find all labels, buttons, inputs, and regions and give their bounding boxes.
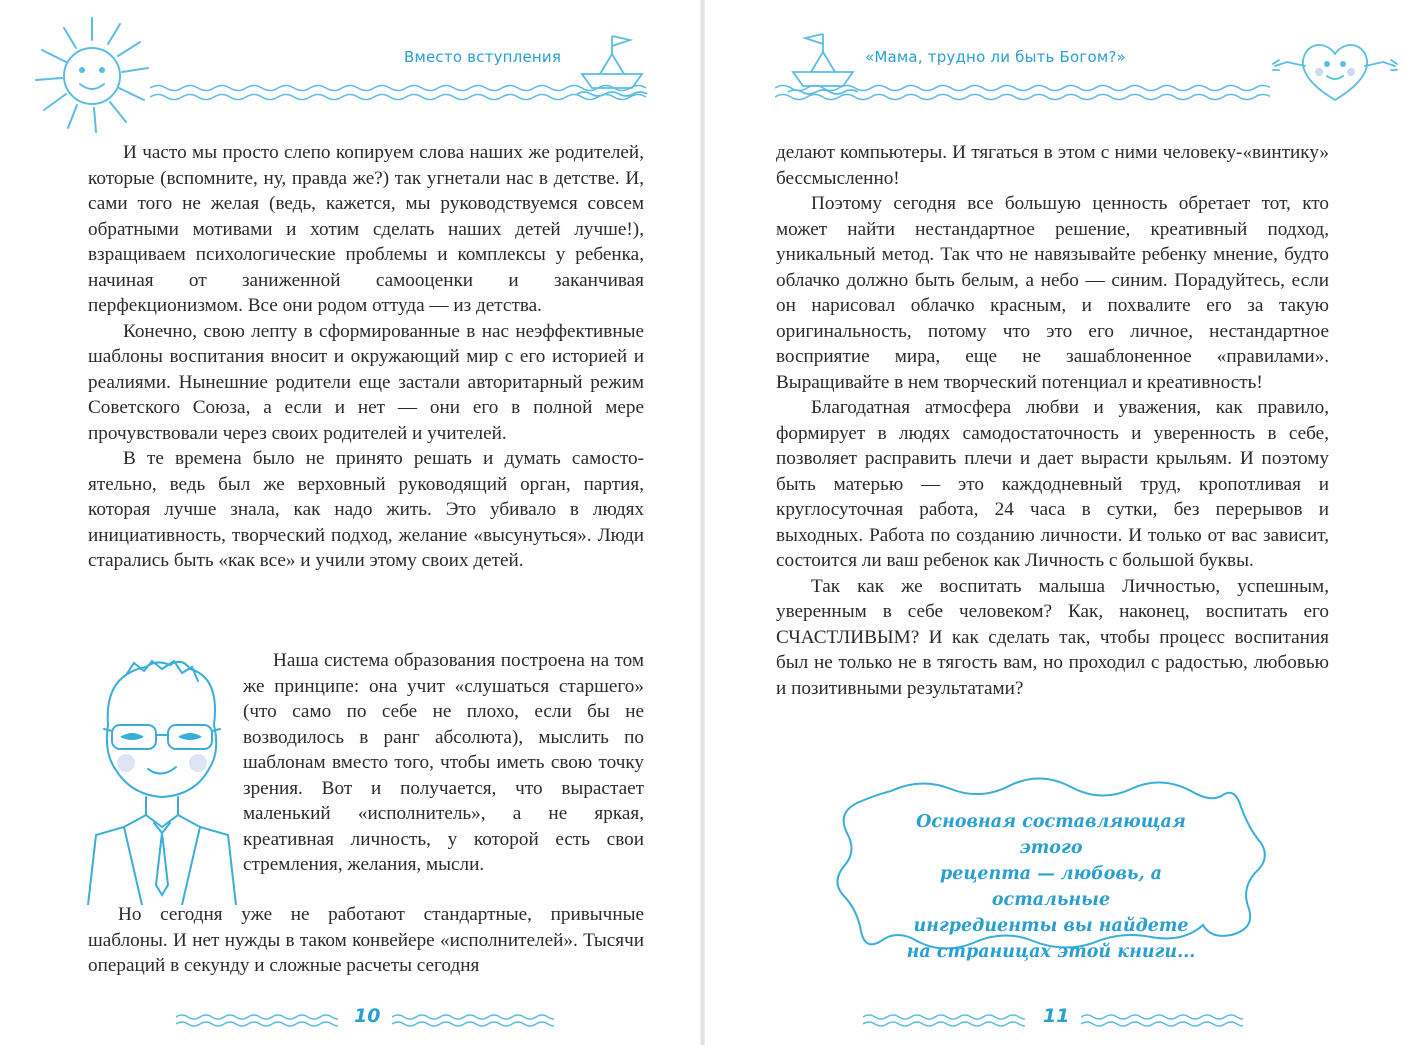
paragraph: делают компьютеры. И тягаться в этом с ними человеку-«винтику» бессмысленно! (776, 142, 1329, 189)
footer-wave-right-a (863, 1012, 1025, 1028)
paragraph: Так как же воспитать малыша Личностью, успешным, уверенным в себе человеком? Как, наконец, воспитать его СЧАСТЛИВЫМ? И как сделать так, чтобы процесс воспитания был не только не в тягость вам, но проходил с радостью, любовью и позитивными результатами? (776, 575, 1329, 699)
callout-line: ингредиенты вы найдете (913, 916, 1189, 936)
left-page (0, 0, 702, 1045)
page-number: 11 (1043, 1005, 1070, 1027)
paragraph: Но сегодня уже не работают стандартные, привычные шаблоны. И нет нужды в таком конвейере «исполнителей». Тысячи операций в секунду и сложные расчеты сегодня (88, 904, 644, 976)
paragraph: Наша система образования построена на том же принципе: она учит «слушаться старшего» (что само по себе не плохо, если бы не возводилось в ранг абсолюта), мыслить по шаблонам вместо того, чтобы иметь свою точку зрения. Вот и получается, что вырастает маленький «исполнитель», а не яркая, креативная личность, у которой есть свои стремления, желания, мысли. (243, 650, 644, 875)
footer-wave-right-b (1081, 1012, 1243, 1028)
running-head-left: Вместо вступления (404, 48, 562, 66)
right-page (703, 0, 1405, 1045)
left-bottom-text (88, 902, 644, 979)
right-body-text (776, 140, 1329, 701)
header-wave-left (150, 82, 650, 104)
heart-face-icon (1265, 36, 1405, 106)
callout-box (831, 773, 1271, 962)
paragraph: Поэтому сегодня все большую ценность обретает тот, кто может найти нестандартное решение, креативный подход, уникальный метод. Так что не навязывайте ребенку мнение, будто облачко должно быть белым, а небо — синим. Порадуйтесь, если он нарисовал облачко красным, и похвалите его за такую оригинальность, потому что это его личное, нестандартное восприятие мира, еще не зашаблоненное «правилами». Выращивайте в нем творческий потенциал и креативность! (776, 193, 1329, 393)
sun-icon (22, 10, 152, 135)
page-number: 10 (354, 1005, 381, 1027)
left-wrapped-text (243, 648, 644, 878)
footer-wave-left-a (176, 1012, 338, 1028)
paragraph: Конечно, свою лепту в сформированные в нас неэффективные шаблоны воспитания вносит и окружающий мир с его историей и реалиями. Нынешние родители еще застали авторитарный режим Советского Союза, а если и нет — они его в полной мере прочувствовали через своих родителей и учителей. (88, 320, 644, 444)
callout-text (891, 809, 1211, 965)
header-wave-right (775, 82, 1270, 104)
callout-line: Основная составляющая этого (916, 812, 1186, 858)
paragraph: В те времена было не принято решать и думать самостоятельно, ведь был же верховный руководящий орган, партия, которая лучше знала, как надо жить. Это убивало в людях инициативность, творческий подход, желание «высунуться». Люди старались быть «как все» и учили этому своих детей. (88, 448, 644, 571)
paragraph: Благодатная атмосфера любви и уважения, как правило, формирует в людях самодостаточность и уверенность в себе, позволяет расправить плечи и дает вырасти крыльям. И поэтому быть матерью — это каждодневный труд, кропотливая и круглосуточная работа, 24 часа в сутки, без перерывов и выходных. Работа по созданию личности. И только от вас зависит, состоится ли ваш ребенок как Личность с большой буквы. (776, 397, 1329, 571)
footer-wave-left-b (392, 1012, 554, 1028)
paragraph: И часто мы просто слепо копируем слова наших же родителей, которые (вспомните, ну, правда же?) так угнетали нас в детстве. И, сами того не желая (ведь, кажется, мы руководствуемся совсем обратными мотивами и хотим сделать наших детей лучше!), взращиваем психологические проблемы и комплексы у ребенка, начиная от заниженной самооценки и заканчивая перфекционизмом. Все они родом оттуда — из детства. (88, 142, 644, 316)
boy-with-glasses-illustration (86, 655, 238, 905)
callout-line: рецепта — любовь, а остальные (939, 864, 1163, 910)
callout-line: на страницах этой книги... (906, 942, 1196, 962)
left-body-text (88, 140, 644, 574)
running-head-right: «Мама, трудно ли быть Богом?» (865, 48, 1126, 66)
